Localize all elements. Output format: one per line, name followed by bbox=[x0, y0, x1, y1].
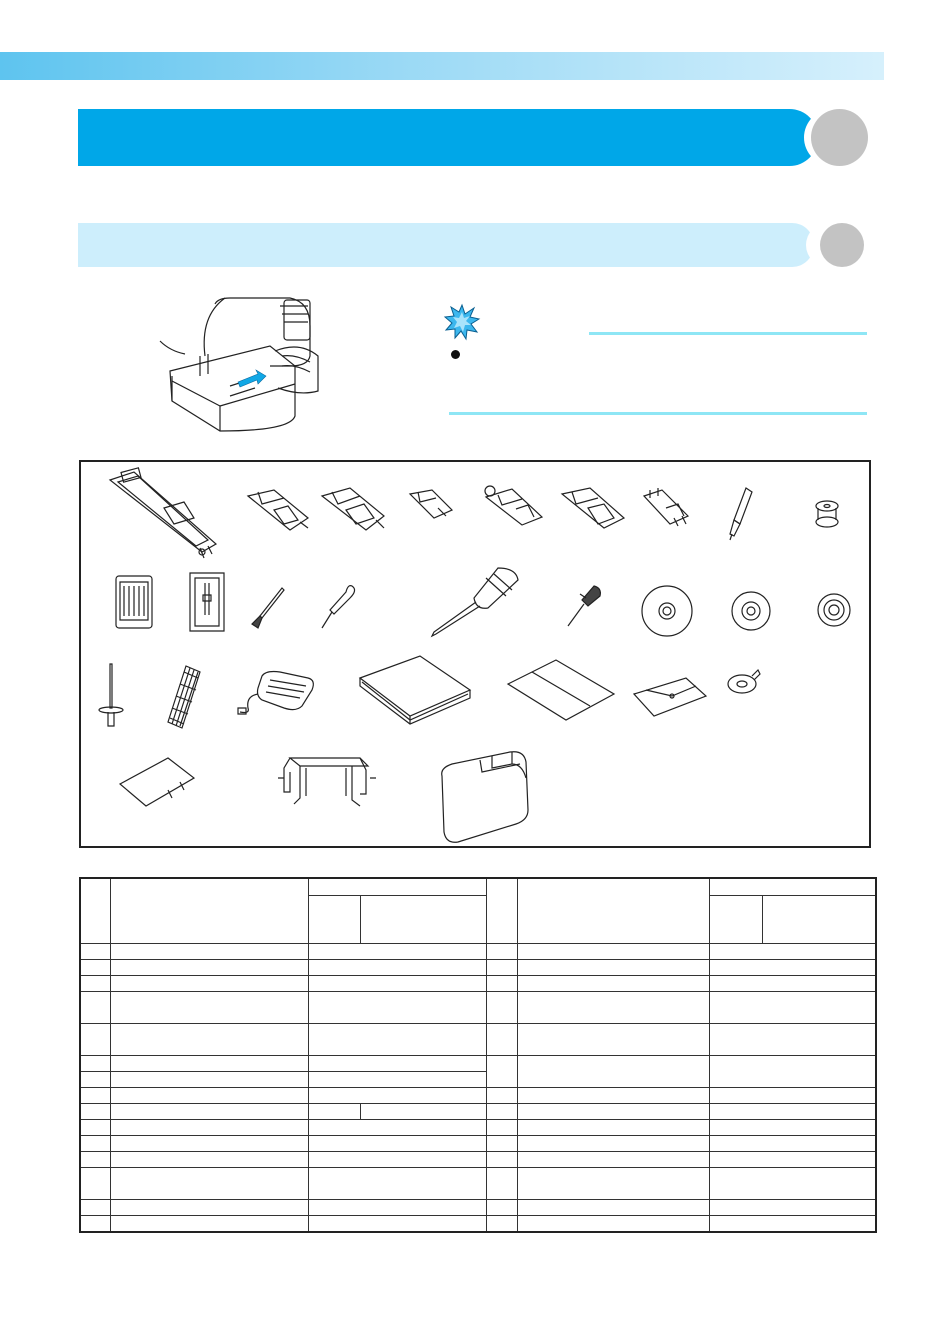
knee-lifter-icon bbox=[270, 748, 380, 808]
twin-needle-icon bbox=[188, 571, 226, 633]
memo-top-rule bbox=[589, 332, 867, 335]
presser-foot-icon bbox=[244, 488, 312, 534]
quick-reference-guide-icon bbox=[506, 658, 616, 722]
sewing-machine-accessory-compartment-illustration bbox=[160, 296, 320, 436]
header-code-sub-a-right bbox=[709, 896, 762, 944]
chapter-title-bar bbox=[78, 109, 818, 166]
bobbin-cap-icon bbox=[726, 666, 762, 696]
cover-plate-icon bbox=[118, 756, 196, 808]
table-row bbox=[80, 992, 876, 1024]
header-code-sub-a-left bbox=[308, 896, 360, 944]
presser-foot-icon bbox=[478, 483, 546, 529]
spool-pin-icon bbox=[96, 662, 126, 730]
section-bar-cap-grey bbox=[820, 223, 864, 267]
header-part-name-cell-left bbox=[110, 878, 308, 944]
screwdriver-icon bbox=[428, 566, 520, 638]
spool-cap-icon bbox=[730, 590, 772, 632]
needle-set-icon bbox=[114, 574, 154, 630]
hard-case-icon bbox=[432, 748, 530, 846]
section-title-bar bbox=[78, 223, 814, 267]
bullet-dot-icon bbox=[451, 350, 460, 359]
table-row bbox=[80, 1200, 876, 1216]
small-screwdriver-icon bbox=[564, 584, 604, 630]
presser-foot-icon bbox=[638, 488, 692, 528]
header-code-sub-b-left bbox=[360, 896, 486, 944]
table-row bbox=[80, 1136, 876, 1152]
buttonhole-foot-icon bbox=[104, 468, 224, 560]
spool-cap-icon bbox=[816, 592, 852, 628]
eyelet-punch-icon bbox=[318, 584, 358, 632]
foot-controller-icon bbox=[236, 668, 316, 718]
header-part-code-cell-left bbox=[308, 878, 486, 896]
presser-foot-icon bbox=[318, 486, 388, 534]
bobbin-icon bbox=[814, 500, 840, 528]
table-row bbox=[80, 1216, 876, 1233]
header-no-cell-right bbox=[486, 878, 517, 944]
presser-foot-icon bbox=[558, 486, 628, 532]
table-row bbox=[80, 944, 876, 960]
presser-foot-icon bbox=[406, 488, 456, 522]
spool-cap-icon bbox=[640, 584, 694, 638]
table-row bbox=[80, 1120, 876, 1136]
memo-bottom-rule bbox=[449, 412, 867, 415]
table-row bbox=[80, 976, 876, 992]
table-row bbox=[80, 960, 876, 976]
accessory-bag-icon bbox=[632, 676, 708, 718]
table-row bbox=[80, 1056, 876, 1072]
top-gradient-bar bbox=[0, 52, 884, 80]
table-row bbox=[80, 1152, 876, 1168]
memo-star-icon bbox=[444, 304, 480, 340]
instruction-manual-icon bbox=[358, 654, 472, 726]
cleaning-brush-icon bbox=[252, 586, 286, 630]
table-header-row bbox=[80, 878, 876, 896]
header-no-cell-left bbox=[80, 878, 110, 944]
spool-net-icon bbox=[164, 664, 204, 730]
table-row bbox=[80, 1088, 876, 1104]
seam-ripper-icon bbox=[728, 486, 754, 542]
table-row bbox=[80, 1104, 876, 1120]
header-code-sub-b-right bbox=[762, 896, 876, 944]
header-part-code-cell-right bbox=[709, 878, 876, 896]
header-part-name-cell-right bbox=[517, 878, 709, 944]
table-row bbox=[80, 1168, 876, 1200]
accessory-parts-table bbox=[79, 877, 877, 1233]
table-row bbox=[80, 1024, 876, 1056]
